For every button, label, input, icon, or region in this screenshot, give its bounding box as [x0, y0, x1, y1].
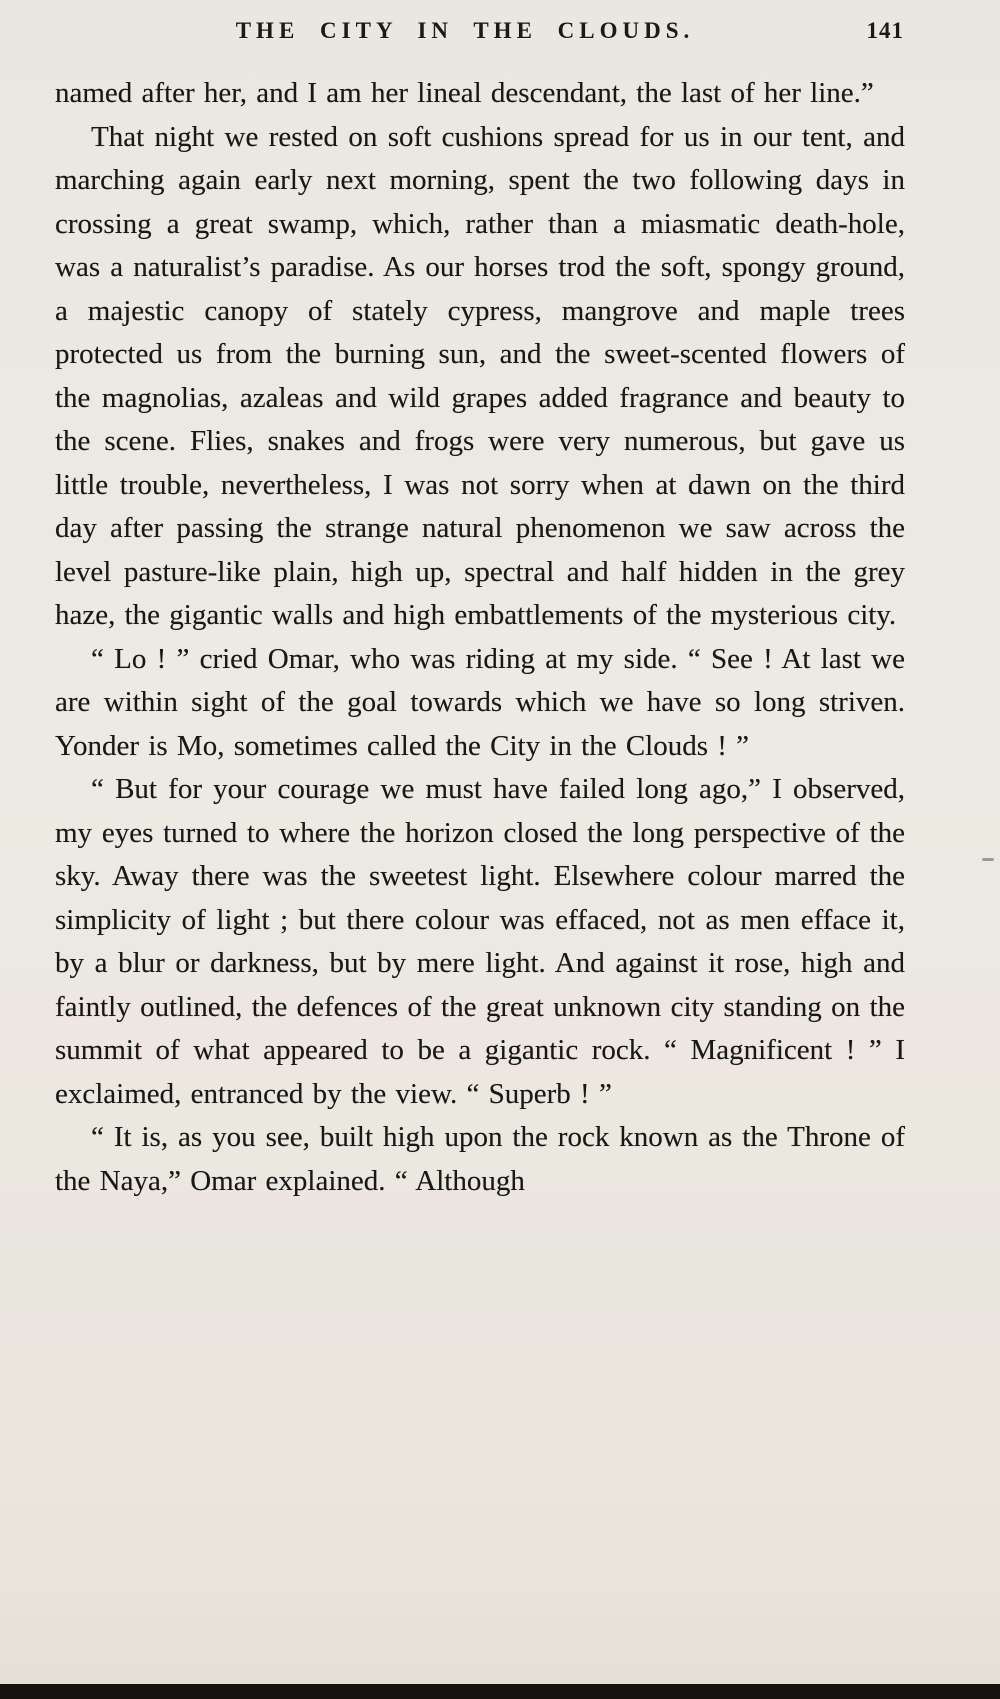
running-head-title: THE CITY IN THE CLOUDS.: [235, 18, 695, 43]
scan-artifact: [982, 858, 994, 861]
paragraph: “ It is, as you see, built high upon the rock known as the Throne of the Naya,” Omar explained. “ Although: [55, 1121, 905, 1197]
paragraph: “ Lo ! ” cried Omar, who was riding at my side. “ See ! At last we are within sight of the goal towards which we have so long striven. Yonder is Mo, sometimes called the City in the Clouds ! ”: [55, 642, 905, 762]
page-header: [0, 18, 1000, 52]
paragraph-continuation: named after her, and I am her lineal descendant, the last of her line.”: [55, 77, 874, 109]
page-body: [55, 72, 905, 1203]
page-number: 141: [866, 18, 904, 43]
paragraph: That night we rested on soft cushions spread for us in our tent, and marching again early next morning, spent the two following days in crossing a great swamp, which, rather than a miasmatic death-hole, was a naturalist’s paradise. As our horses trod the soft, spongy ground, a majestic canopy of stately cypress, mangrove and maple trees protected us from the burning sun, and the sweet-scented flowers of the magnolias, azaleas and wild grapes added fragrance and beauty to the scene. Flies, snakes and frogs were very numerous, but gave us little trouble, nevertheless, I was not sorry when at dawn on the third day after passing the strange natural phenomenon we saw across the level pasture-like plain, high up, spectral and half hidden in the grey haze, the gigantic walls and high embattlements of the mysterious city.: [55, 120, 905, 631]
scan-edge-artifact: [0, 1684, 1000, 1699]
paragraph: “ But for your courage we must have failed long ago,” I observed, my eyes turned to where the horizon closed the long perspective of the sky. Away there was the sweetest light. Elsewhere colour marred the simplicity of light ; but there colour was effaced, not as men efface it, by a blur or darkness, but by mere light. And against it rose, high and faintly outlined, the defences of the great unknown city standing on the summit of what appeared to be a gigantic rock. “ Magnificent ! ” I exclaimed, entranced by the view. “ Superb ! ”: [55, 773, 905, 1110]
